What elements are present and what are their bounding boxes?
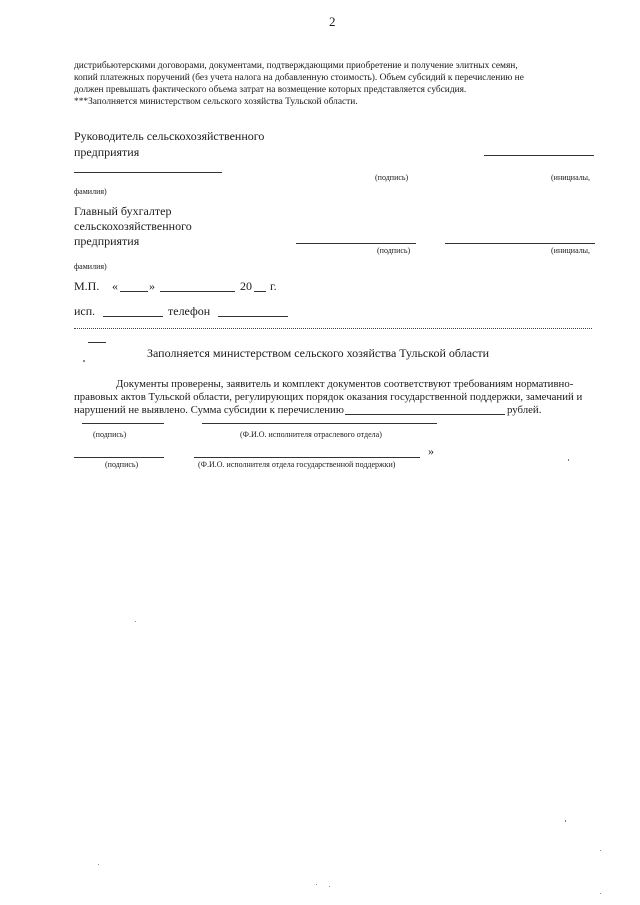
- executor-label: исп.: [74, 304, 96, 318]
- ministry-heading: Заполняется министерством сельского хозяйства Тульской области: [147, 346, 490, 360]
- subsidy-amount-line: [345, 414, 505, 415]
- page-number: 2: [329, 14, 336, 29]
- accountant-initials-caption: (инициалы,: [551, 246, 591, 255]
- ministry-para-line-3: нарушений не выявлено. Сумма субсидии к перечислению: [74, 404, 344, 416]
- head-surname-caption: фамилия): [74, 187, 107, 196]
- scan-speck: [565, 820, 566, 822]
- accountant-initials-line: [445, 243, 595, 244]
- date-month-line: [160, 291, 235, 292]
- scan-speck: [83, 360, 85, 362]
- intro-line-2: копий платежных поручений (без учета налога на добавленную стоимость). Объем субсидий к перечислению не: [74, 73, 524, 83]
- intro-line-1: дистрибьютерскими договорами, документами, подтверждающими приобретение и получение элитных семян,: [74, 61, 518, 71]
- fio2-end-mark: »: [428, 444, 434, 458]
- scan-speck: [600, 893, 601, 894]
- scan-speck: [135, 621, 136, 622]
- accountant-signature-line: [296, 243, 416, 244]
- fio2-line: [194, 457, 420, 458]
- scan-speck: [600, 850, 601, 851]
- currency-label: рублей.: [507, 404, 542, 416]
- sign2-caption: (подпись): [105, 460, 139, 469]
- sign1-line: [82, 423, 164, 424]
- executor-line: [103, 316, 163, 317]
- separator-short-dash: [88, 342, 106, 343]
- footnote-text: ***Заполняется министерством сельского хозяйства Тульской области.: [74, 97, 358, 107]
- head-initials-line-top: [484, 155, 594, 156]
- head-title-line-1: Руководитель сельскохозяйственного: [74, 129, 265, 143]
- fio1-line: [202, 423, 437, 424]
- intro-line-3: должен превышать фактического объема затрат на возмещение которых представляется субсидия.: [74, 85, 467, 95]
- accountant-title-line-3: предприятия: [74, 234, 140, 248]
- date-year-prefix: 20: [240, 279, 252, 293]
- date-year-line: [254, 291, 266, 292]
- head-left-line: [74, 172, 222, 173]
- accountant-surname-caption: фамилия): [74, 262, 107, 271]
- date-day-line: [120, 291, 148, 292]
- sign1-caption: (подпись): [93, 430, 127, 439]
- fio2-caption: (Ф.И.О. исполнителя отдела государственной поддержки): [198, 460, 396, 469]
- stamp-mark: М.П.: [74, 279, 100, 293]
- ministry-para-line-2: правовых актов Тульской области, регулирующих порядок оказания государственной поддержки, замечаний и: [74, 391, 583, 403]
- scan-speck: [316, 884, 317, 885]
- sign2-line: [74, 457, 164, 458]
- phone-label: телефон: [168, 304, 211, 318]
- fio1-caption: (Ф.И.О. исполнителя отраслевого отдела): [240, 430, 382, 439]
- section-separator: [74, 328, 592, 329]
- head-title-line-2: предприятия: [74, 145, 140, 159]
- scan-speck: [329, 886, 330, 887]
- phone-line: [218, 316, 288, 317]
- date-quote-open: «: [112, 279, 118, 293]
- date-quote-close: »: [149, 279, 155, 293]
- accountant-title-line-1: Главный бухгалтер: [74, 204, 172, 218]
- scan-speck: [568, 459, 569, 461]
- scan-speck: [98, 864, 99, 865]
- accountant-signature-caption: (подпись): [377, 246, 411, 255]
- date-year-suffix: г.: [270, 279, 277, 293]
- accountant-title-line-2: сельскохозяйственного: [74, 219, 192, 233]
- head-signature-caption: (подпись): [375, 173, 409, 182]
- ministry-para-line-1: Документы проверены, заявитель и комплект документов соответствуют требованиям нормативно-: [116, 378, 574, 390]
- head-initials-caption: (инициалы,: [551, 173, 591, 182]
